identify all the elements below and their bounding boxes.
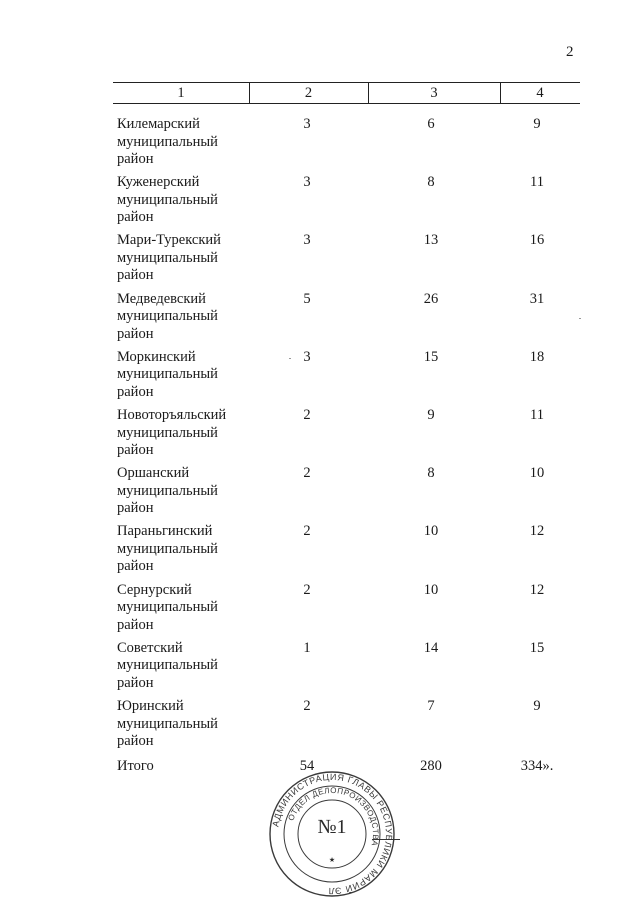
district-name-line: Оршанский: [117, 465, 190, 482]
header-col-3: 3: [430, 85, 438, 101]
district-name-line: муниципальный: [117, 599, 218, 616]
cell-col-2: 2: [303, 465, 311, 482]
seal-number: №1: [317, 816, 347, 838]
district-name-line: муниципальный: [117, 482, 218, 499]
cell-col-4: 12: [529, 581, 545, 598]
seal-outer-text: АДМИНИСТРАЦИЯ ГЛАВЫ РЕСПУБЛИКИ МАРИЙ ЭЛ: [270, 771, 395, 897]
cell-col-2: 1: [303, 639, 311, 656]
table-row: [113, 698, 580, 756]
district-name-line: Советский: [117, 639, 183, 656]
district-name: [117, 174, 267, 227]
cell-col-2: 3: [303, 174, 311, 191]
cell-col-3: 26: [423, 290, 439, 307]
cell-col-4: 11: [530, 407, 544, 423]
district-name: [117, 232, 267, 285]
district-name-line: район: [117, 616, 154, 633]
district-name-line: район: [117, 558, 154, 575]
page-number: 2: [566, 44, 574, 60]
header-col-1: 1: [177, 85, 185, 101]
district-name-line: Новоторъяльский: [117, 407, 227, 423]
cell-col-2: 2: [303, 407, 311, 423]
total-col-4: 334».: [520, 758, 554, 774]
district-name-line: район: [117, 500, 154, 517]
cell-col-3: 10: [423, 581, 439, 598]
cell-col-4: 9: [533, 698, 541, 714]
cell-col-4: 31: [529, 290, 545, 307]
district-name: [117, 582, 267, 635]
total-col-3: 280: [420, 758, 442, 774]
cell-col-2: 2: [303, 698, 311, 714]
total-col-2: 54: [299, 758, 315, 774]
cell-col-2: 3: [303, 348, 311, 365]
district-name-line: Куженерский: [117, 174, 200, 191]
cell-col-2: 5: [303, 290, 311, 307]
cell-col-4: 9: [533, 116, 541, 132]
cell-col-4: 18: [529, 348, 545, 365]
district-name-line: район: [117, 209, 154, 226]
district-name: [117, 698, 267, 751]
district-name-line: Мари-Турекский: [117, 232, 221, 249]
cell-col-4: 11: [530, 174, 544, 191]
cell-col-4: 15: [529, 639, 545, 656]
cell-col-2: 2: [303, 523, 311, 540]
cell-col-3: 10: [423, 523, 439, 540]
cell-col-2: 3: [303, 232, 311, 249]
district-name-line: муниципальный: [117, 308, 218, 325]
cell-col-3: 7: [427, 698, 435, 714]
district-name-line: муниципальный: [117, 191, 218, 208]
seal-inner-text: ОТДЕЛ ДЕЛОПРОИЗВОДСТВА: [286, 785, 381, 848]
cell-col-4: 10: [529, 465, 545, 482]
district-name-line: муниципальный: [117, 133, 218, 150]
scan-speck: [289, 358, 291, 359]
district-name: [117, 640, 267, 693]
table-header-row: [113, 82, 580, 104]
district-name-line: район: [117, 325, 154, 342]
signature-stroke: [372, 839, 400, 840]
cell-col-2: 2: [303, 581, 311, 598]
district-name-line: муниципальный: [117, 366, 218, 383]
district-name-line: район: [117, 674, 154, 691]
table-row: [113, 523, 580, 581]
table-row: [113, 407, 580, 465]
table-row: [113, 465, 580, 523]
table-row: [113, 291, 580, 349]
district-name: [117, 523, 267, 576]
district-name: [117, 116, 267, 169]
seal-star-icon: ★: [328, 856, 336, 864]
table-row: [113, 116, 580, 174]
table-row: [113, 349, 580, 407]
cell-col-3: 8: [427, 174, 435, 191]
district-name-line: район: [117, 442, 154, 458]
scan-speck: [579, 318, 581, 319]
table-row: [113, 232, 580, 290]
official-seal: [268, 770, 396, 898]
cell-col-3: 14: [423, 639, 439, 656]
district-name-line: Моркинский: [117, 348, 196, 365]
cell-col-2: 3: [303, 116, 311, 132]
cell-col-3: 9: [427, 407, 435, 423]
cell-col-3: 8: [427, 465, 435, 482]
district-name-line: Сернурский: [117, 581, 192, 598]
district-name-line: район: [117, 733, 154, 749]
district-name-line: район: [117, 383, 154, 400]
table-row: [113, 640, 580, 698]
district-name-line: муниципальный: [117, 715, 218, 732]
cell-col-3: 6: [427, 116, 435, 132]
district-name-line: муниципальный: [117, 540, 218, 557]
district-name: [117, 349, 267, 402]
header-col-4: 4: [536, 85, 544, 101]
cell-col-3: 13: [423, 232, 439, 249]
district-name-line: район: [117, 151, 154, 167]
district-name-line: муниципальный: [117, 249, 218, 266]
district-name-line: Килемарский: [117, 116, 200, 132]
allocation-table: [113, 82, 580, 774]
district-name-line: муниципальный: [117, 657, 218, 674]
header-col-2: 2: [304, 85, 313, 101]
total-label: Итого: [117, 758, 154, 774]
district-name-line: район: [117, 267, 154, 284]
district-name-line: Параньгинский: [117, 523, 213, 540]
district-name: [117, 407, 267, 460]
district-name: [117, 291, 267, 344]
cell-col-3: 15: [423, 348, 439, 365]
district-name: [117, 465, 267, 518]
district-name-line: муниципальный: [117, 424, 218, 441]
district-name-line: Юринский: [117, 698, 184, 714]
cell-col-4: 16: [529, 232, 545, 249]
cell-col-4: 12: [529, 523, 545, 540]
table-row: [113, 582, 580, 640]
table-row: [113, 174, 580, 232]
district-name-line: Медведевский: [117, 290, 206, 307]
